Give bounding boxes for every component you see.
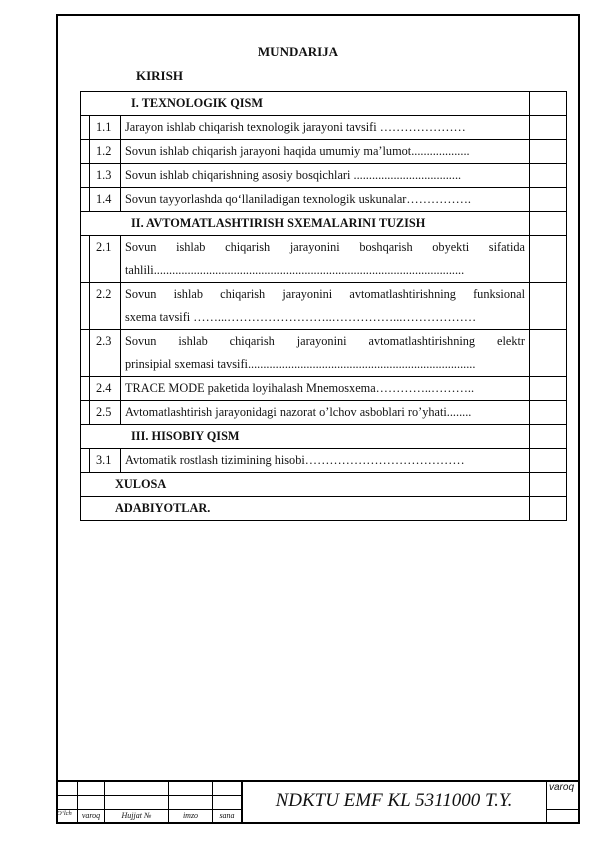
sheet-label: varoq xyxy=(549,782,575,793)
toc-row xyxy=(81,283,567,330)
item-title: Sovun tayyorlashda qo‘llaniladigan texnologik uskunalar……………. xyxy=(121,188,530,212)
page-number-cell xyxy=(530,140,567,164)
item-number: 2.1 xyxy=(90,236,121,283)
col-label: varoq xyxy=(81,811,101,820)
page-number-cell xyxy=(530,425,567,449)
toc-row xyxy=(81,401,567,425)
item-number: 1.4 xyxy=(90,188,121,212)
table-of-contents xyxy=(80,91,567,521)
page-number-cell xyxy=(530,401,567,425)
section-heading: II. AVTOMATLASHTIRISH SXEMALARINI TUZISH xyxy=(81,212,530,236)
col-label: O‘lch xyxy=(57,810,72,817)
item-number: 2.5 xyxy=(90,401,121,425)
section-heading-row xyxy=(81,212,567,236)
col-label: sana xyxy=(219,811,235,820)
toc-row xyxy=(81,449,567,473)
document-code: NDKTU EMF KL 5311000 T.Y. xyxy=(275,790,513,811)
title-block-row-line xyxy=(56,795,242,796)
section-heading: III. HISOBIY QISM xyxy=(81,425,530,449)
toc-row xyxy=(81,188,567,212)
item-title: Jarayon ishlab chiqarish texnologik jarayoni tavsifi ………………… xyxy=(121,116,530,140)
page-number-cell xyxy=(530,212,567,236)
item-number: 2.4 xyxy=(90,377,121,401)
page-number-cell xyxy=(530,473,567,497)
col-label: imzo xyxy=(182,811,199,820)
page-number-cell xyxy=(530,283,567,330)
conclusion-heading: XULOSA xyxy=(81,473,530,497)
section-heading-row xyxy=(81,92,567,116)
conclusion-row xyxy=(81,473,567,497)
references-heading: ADABIYOTLAR. xyxy=(81,497,530,521)
item-title: Sovun ishlab chiqarish jarayoni haqida umumiy ma’lumot................... xyxy=(121,140,530,164)
item-title: Sovun ishlab chiqarishning asosiy bosqichlari ................................... xyxy=(121,164,530,188)
page-number-cell xyxy=(530,92,567,116)
item-title-line: Sovun ishlab chiqarish jarayonini avtomatlashtirishning elektr xyxy=(125,334,525,348)
page-number-cell xyxy=(530,377,567,401)
references-row xyxy=(81,497,567,521)
item-title xyxy=(121,330,530,377)
toc-row xyxy=(81,164,567,188)
toc-row xyxy=(81,377,567,401)
item-title: Avtomatik rostlash tizimining hisobi………………………………… xyxy=(121,449,530,473)
col-label: Hujjat № xyxy=(121,811,152,820)
page-number-cell xyxy=(530,330,567,377)
title-block-row-line xyxy=(546,809,580,810)
item-number: 2.2 xyxy=(90,283,121,330)
item-title-line: prinsipial sxemasi tavsifi.......................................................................... xyxy=(125,357,476,371)
section-heading: I. TEXNOLOGIK QISM xyxy=(81,92,530,116)
page-title: MUNDARIJA xyxy=(257,44,339,59)
toc-row xyxy=(81,116,567,140)
item-title: TRACE MODE paketida loyihalash Mnemosxema…………..……….. xyxy=(121,377,530,401)
toc-row xyxy=(81,330,567,377)
item-number: 1.1 xyxy=(90,116,121,140)
item-number: 2.3 xyxy=(90,330,121,377)
item-title-line: Sovun ishlab chiqarish jarayonini avtomatlashtirishning funksional xyxy=(125,287,525,301)
title-block-row-line xyxy=(56,809,242,810)
item-title-line: sxema tavsifi ……...……………………..……………...……………… xyxy=(125,310,477,324)
page-number-cell xyxy=(530,188,567,212)
intro-heading: KIRISH xyxy=(136,68,183,83)
item-number: 3.1 xyxy=(90,449,121,473)
toc-row xyxy=(81,236,567,283)
item-title: Avtomatlashtirish jarayonidagi nazorat o’lchov asboblari ro’yhati........ xyxy=(121,401,530,425)
page-number-cell xyxy=(530,449,567,473)
item-title xyxy=(121,236,530,283)
page-number-cell xyxy=(530,164,567,188)
item-title-line: tahlili..................................................................................................... xyxy=(125,263,465,277)
item-title xyxy=(121,283,530,330)
item-title-line: Sovun ishlab chiqarish jarayonini boshqarish obyekti sifatida xyxy=(125,240,525,254)
section-heading-row xyxy=(81,425,567,449)
title-block-top-line xyxy=(56,780,580,782)
item-number: 1.3 xyxy=(90,164,121,188)
page-number-cell xyxy=(530,497,567,521)
page-number-cell xyxy=(530,116,567,140)
toc-row xyxy=(81,140,567,164)
page-number-cell xyxy=(530,236,567,283)
item-number: 1.2 xyxy=(90,140,121,164)
